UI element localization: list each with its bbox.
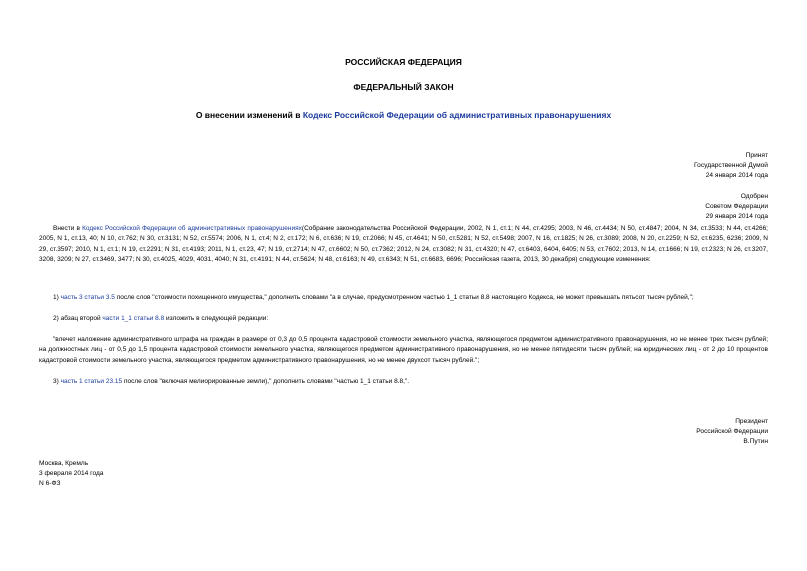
adopted-label: Принят bbox=[745, 152, 768, 159]
footer-date: 3 февраля 2014 года bbox=[39, 470, 104, 477]
item-1-text: после слов "стоимости похищенного имущества," дополнить словами "а в случае, предусмотренном частью 1_1 статьи 8.8 настоящего Кодекса, не может превышать пятьсот тысяч рублей,"; bbox=[114, 294, 694, 301]
signature-name: В.Путин bbox=[743, 438, 768, 445]
item-1-num: 1) bbox=[53, 294, 61, 301]
item-2-text: изложить в следующей редакции: bbox=[164, 315, 269, 322]
item-3-link[interactable]: часть 1 статьи 23.15 bbox=[60, 378, 123, 385]
adopted-body: Государственной Думой bbox=[694, 162, 768, 169]
signature-title: Президент bbox=[735, 418, 768, 425]
adopted-date: 24 января 2014 года bbox=[705, 172, 768, 179]
item-2-link[interactable]: части 1_1 статьи 8.8 bbox=[102, 315, 165, 322]
law-title-prefix: О внесении изменений в bbox=[195, 110, 303, 120]
footer-place: Москва, Кремль bbox=[39, 460, 89, 467]
approved-block bbox=[705, 192, 768, 222]
quoted-text: "влечет наложение административного штрафа на граждан в размере от 0,3 до 0,5 процента кадастровой стоимости земельного участка, являющегося предметом административного правонарушения, но не менее трех тысяч рублей; на должностных лиц - от 0,5 до 1,5 процента кадастровой стоимости земельного участка, являющегося предметом административного правонарушения, но не менее пятидесяти тысяч рублей; на юридических лиц - от 2 до 10 процентов кадастровой стоимости земельного участка, являющегося предметом административного правонарушения, но не менее двухсот тысяч рублей."; bbox=[39, 336, 768, 364]
code-link-intro[interactable]: Кодекс Российской Федерации об административных правонарушениях bbox=[82, 225, 302, 232]
item-2 bbox=[39, 314, 768, 324]
header-country: РОССИЙСКАЯ ФЕДЕРАЦИЯ bbox=[345, 57, 462, 67]
intro-paragraph bbox=[39, 224, 768, 266]
signature-block bbox=[696, 417, 768, 447]
item-3-text: после слов "включая мелиорированные земли)," дополнить словами "частью 1_1 статьи 8.8,". bbox=[122, 378, 410, 385]
footer-block bbox=[39, 459, 103, 489]
law-title bbox=[0, 110, 807, 120]
intro-prefix: Внести в bbox=[53, 225, 83, 232]
approved-date: 29 января 2014 года bbox=[705, 213, 768, 220]
approved-body: Советом Федерации bbox=[705, 203, 768, 210]
item-3-num: 3) bbox=[53, 378, 61, 385]
approved-label: Одобрен bbox=[740, 193, 768, 200]
item-1 bbox=[39, 293, 768, 303]
item-1-link[interactable]: часть 3 статьи 3.5 bbox=[60, 294, 115, 301]
adopted-block bbox=[694, 151, 768, 181]
signature-country: Российской Федерации bbox=[696, 428, 768, 435]
intro-rest: (Собрание законодательства Российской Федерации, 2002, N 1, ст.1; N 44, ст.4295; 2003, N 46, ст.4434; N 50, ст.4847; 2004, N 34, ст.3533; N 44, ст.4266; 2005, N 1, ст.13, 40; N 10, ст.762; N 30, ст.3131; N 52, ст.5574; 2006, N 1, ст.4; N 2, ст.172; N 6, ст.636; N 19, ст.2066; N 45, ст.4641; N 50, ст.5281; N 52, ст.5498; 2007, N 16, ст.1825; N 26, ст.3089; 2008, N 20, ст.2259; N 52, ст.6235, 6236; 2009, N 29, ст.3597; 2010, N 1, ст.1; N 19, ст.2291; N 31, ст.4193; 2011, N 1, ст.23, 47; N 19, ст.2714; N 47, ст.6602; N 50, ст.7362; 2012, N 24, ст.3082; N 31, ст.4320; N 47, ст.6403, 6404, 6405; N 53, ст.7602; 2013, N 14, ст.1666; N 19, ст.2323; N 26, ст.3207, 3208, 3209; N 27, ст.3469, 3477; N 30, ст.4025, 4029, 4031, 4040; N 31, ст.4191; N 44, ст.5624; N 48, ст.6163; N 49, ст.6343; N 51, ст.6683, 6696; Российская газета, 2013, 30 декабря) следующие изменения: bbox=[39, 225, 768, 264]
code-link-title[interactable]: Кодекс Российской Федерации об административных правонарушениях bbox=[302, 110, 612, 120]
item-3 bbox=[39, 377, 768, 387]
item-2-num: 2) абзац второй bbox=[53, 315, 103, 322]
header-law-type: ФЕДЕРАЛЬНЫЙ ЗАКОН bbox=[353, 82, 454, 92]
footer-number: N 6-ФЗ bbox=[39, 480, 61, 487]
